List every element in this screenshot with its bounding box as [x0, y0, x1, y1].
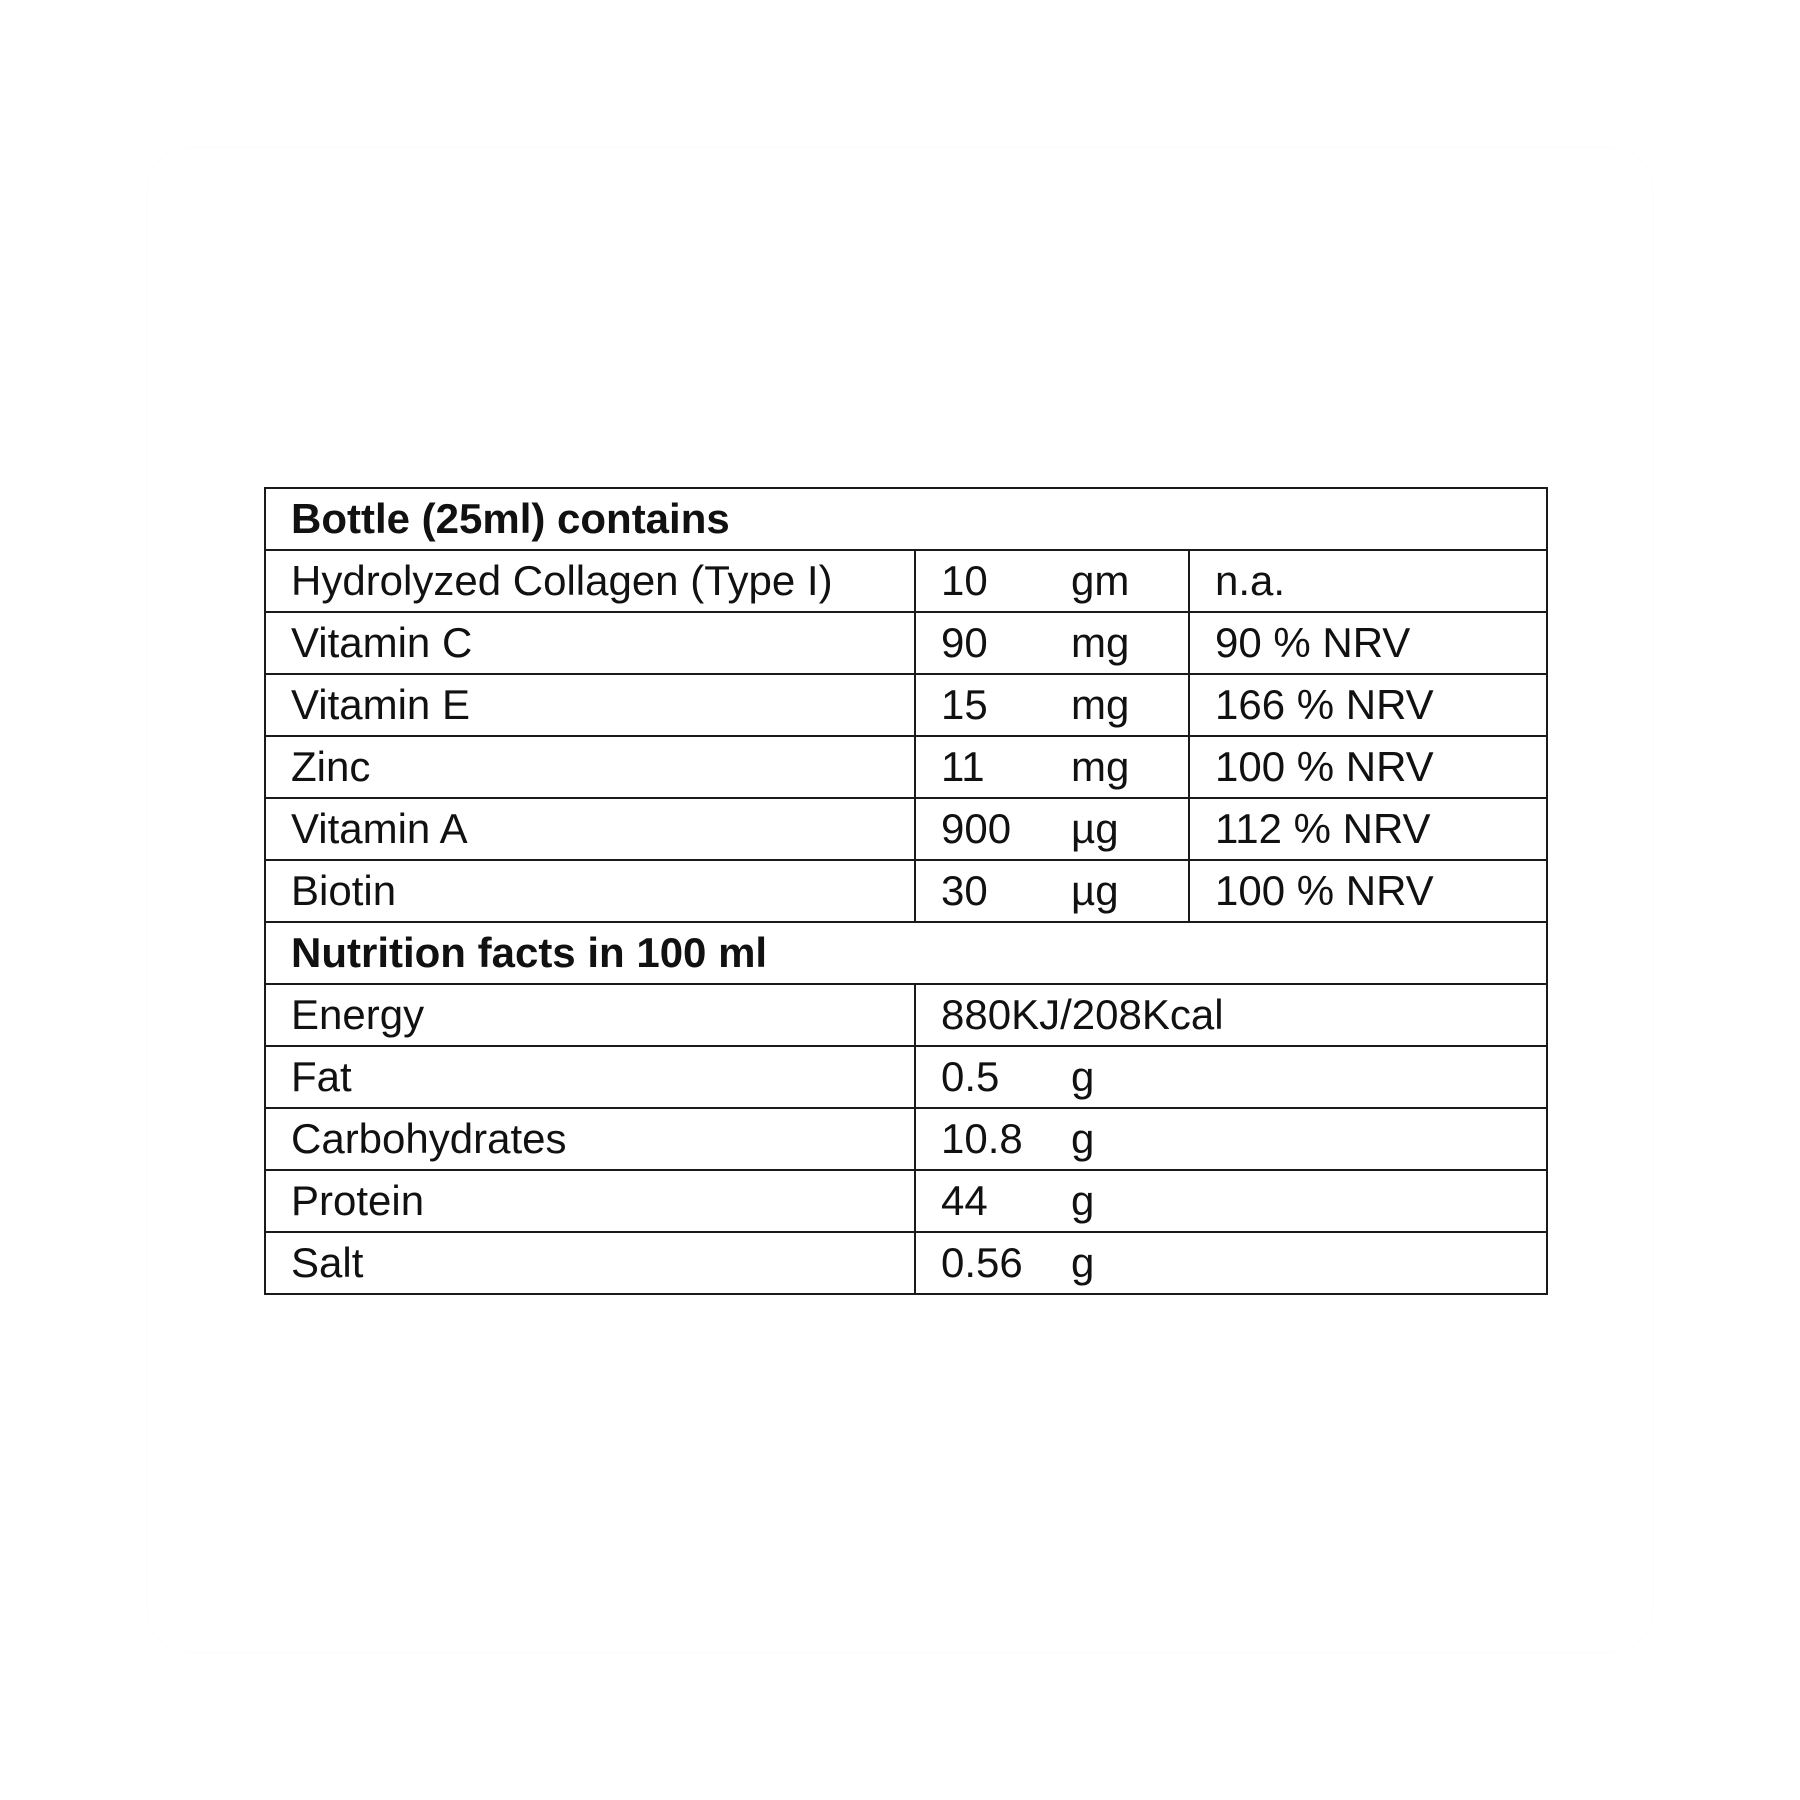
ingredient-amount [915, 860, 1189, 922]
amount-value: 10.8 [941, 1115, 1023, 1162]
nutrient-name: Fat [265, 1046, 915, 1108]
amount-value: 0.56 [941, 1239, 1023, 1286]
ingredient-name: Vitamin E [265, 674, 915, 736]
amount-value: 900 [941, 805, 1012, 852]
amount-value: 10 [941, 557, 988, 604]
ingredient-name: Zinc [265, 736, 915, 798]
ingredient-name: Vitamin C [265, 612, 915, 674]
ingredient-amount [915, 612, 1189, 674]
table-row [265, 550, 1547, 612]
table-row [265, 1046, 1547, 1108]
bottle-section-title: Bottle (25ml) contains [265, 488, 1547, 550]
amount-unit: g [1071, 1053, 1095, 1100]
amount-value: 44 [941, 1177, 988, 1224]
ingredient-amount [915, 674, 1189, 736]
amount-unit: gm [1071, 557, 1130, 604]
amount-value: 15 [941, 681, 988, 728]
ingredient-name: Vitamin A [265, 798, 915, 860]
nutrient-name: Energy [265, 984, 915, 1046]
table-row [265, 612, 1547, 674]
amount-unit: mg [1071, 619, 1130, 666]
section-header-row [265, 922, 1547, 984]
table-row [265, 1232, 1547, 1294]
section-header-row [265, 488, 1547, 550]
ingredient-nrv: 112 % NRV [1189, 798, 1547, 860]
ingredient-amount [915, 550, 1189, 612]
ingredient-amount [915, 798, 1189, 860]
table-row [265, 736, 1547, 798]
ingredient-amount [915, 736, 1189, 798]
table-row [265, 984, 1547, 1046]
nutrition-label-table [264, 487, 1548, 1295]
ingredient-nrv: n.a. [1189, 550, 1547, 612]
amount-value: 0.5 [941, 1053, 1000, 1100]
nutrient-name: Salt [265, 1232, 915, 1294]
energy-value: 880KJ/208Kcal [915, 984, 1547, 1046]
amount-unit: µg [1071, 867, 1119, 914]
amount-value: 90 [941, 619, 988, 666]
table-row [265, 798, 1547, 860]
ingredient-nrv: 166 % NRV [1189, 674, 1547, 736]
amount-unit: mg [1071, 743, 1130, 790]
ingredient-nrv: 100 % NRV [1189, 860, 1547, 922]
table-row [265, 1170, 1547, 1232]
amount-unit: mg [1071, 681, 1130, 728]
amount-unit: g [1071, 1177, 1095, 1224]
amount-unit: g [1071, 1115, 1095, 1162]
ingredient-nrv: 100 % NRV [1189, 736, 1547, 798]
ingredient-name: Hydrolyzed Collagen (Type I) [265, 550, 915, 612]
table-row [265, 674, 1547, 736]
amount-value: 30 [941, 867, 988, 914]
table-row [265, 860, 1547, 922]
nutrient-amount [915, 1046, 1547, 1108]
amount-unit: g [1071, 1239, 1095, 1286]
ingredient-name: Biotin [265, 860, 915, 922]
amount-value: 11 [941, 743, 985, 790]
nutrient-name: Protein [265, 1170, 915, 1232]
amount-unit: µg [1071, 805, 1119, 852]
table-row [265, 1108, 1547, 1170]
ingredient-nrv: 90 % NRV [1189, 612, 1547, 674]
nutrient-amount [915, 1232, 1547, 1294]
nutrient-name: Carbohydrates [265, 1108, 915, 1170]
nutrition-section-title: Nutrition facts in 100 ml [265, 922, 1547, 984]
nutrient-amount [915, 1108, 1547, 1170]
nutrient-amount [915, 1170, 1547, 1232]
